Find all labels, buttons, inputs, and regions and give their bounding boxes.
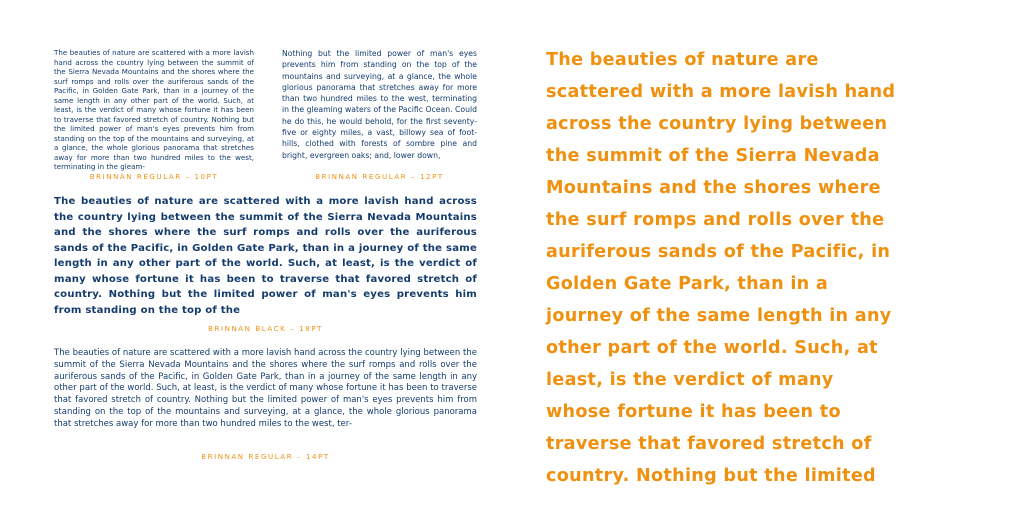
display-line: across the country lying between bbox=[546, 114, 888, 134]
display-line: the summit of the Sierra Nevada bbox=[546, 146, 880, 166]
caption-regular-12pt: BRINNAN REGULAR – 12PT bbox=[315, 173, 444, 181]
sample-regular-14pt-text: The beauties of nature are scattered with a more lavish hand across the country lying between the summit of the Sierra Nevada Mountains and the shores where the surf romps and rolls over the auriferous sands of the Pacific, in Golden Gate Park, than in a journey of the same length in any other part of the world. Such, at least, is the verdict of many whose fortune it has been to traverse that favored stretch of country. Nothing but the limited power of man's eyes prevents him from standing on the top of the mountains and surveying, at a glance, the whole glorious panorama that stretches away for more than two hundred miles to the west, ter- bbox=[54, 348, 477, 429]
display-line: journey of the same length in any bbox=[546, 306, 892, 326]
display-line: country. Nothing but the limited bbox=[546, 466, 876, 486]
caption-regular-14pt: BRINNAN REGULAR – 14PT bbox=[201, 453, 330, 461]
sample-regular-12pt-text: Nothing but the limited power of man's eyes prevents him from standing on the top of the mountains and surveying, at a glance, the whole glorious panorama that stretches away for more than two hundred miles to the west, terminating in the gleaming waters of the Pacific Ocean. Could he do this, he would behold, for the first seventy-five or eighty miles, a vast, billowy sea of foot-hills, clothed with forests of sombre pine and bright, evergreen oaks; and, lower down, bbox=[282, 49, 477, 160]
display-line: auriferous sands of the Pacific, in bbox=[546, 242, 891, 262]
caption-black-18pt: BRINNAN BLACK – 18PT bbox=[208, 325, 323, 333]
display-line: whose fortune it has been to bbox=[546, 402, 841, 422]
display-line: other part of the world. Such, at bbox=[546, 338, 878, 358]
caption-regular-10pt: BRINNAN REGULAR – 10PT bbox=[89, 173, 219, 181]
display-line: scattered with a more lavish hand bbox=[546, 82, 896, 102]
display-line: traverse that favored stretch of bbox=[546, 434, 872, 454]
sample-regular-10pt-text: The beauties of nature are scattered with a more lavish hand across the country lying between the summit of the Sierra Nevada Mountains and the shores where the surf romps and rolls over the auriferous sands of the Pacific, in Golden Gate Park, than in a journey of the same length in any other part of the world. Such, at least, is the verdict of many whose fortune it has been to traverse that favored stretch of country. Nothing but the limited power of man's eyes prevents him from standing on the top of the mountains and surveying, at a glance, the whole glorious panorama that stretches away for more than two hundred miles to the west, terminating in the gleam- bbox=[54, 48, 254, 171]
display-text-sample bbox=[546, 44, 976, 486]
sample-black-18pt-text: The beauties of nature are scattered with a more lavish hand across the country lying between the summit of the Sierra Nevada Mountains and the shores where the surf romps and rolls over the auriferous sands of the Pacific, in Golden Gate Park, than in a journey of the same length in any other part of the world. Such, at least, is the verdict of many whose fortune it has been to traverse that favored stretch of country. Nothing but the limited power of man's eyes prevents him from standing on the top of the bbox=[54, 196, 477, 316]
display-line: Golden Gate Park, than in a bbox=[546, 274, 829, 294]
display-line: Mountains and the shores where bbox=[546, 178, 881, 198]
display-line: The beauties of nature are bbox=[546, 50, 819, 70]
display-line: least, is the verdict of many bbox=[546, 370, 834, 390]
display-line: the surf romps and rolls over the bbox=[546, 210, 885, 230]
